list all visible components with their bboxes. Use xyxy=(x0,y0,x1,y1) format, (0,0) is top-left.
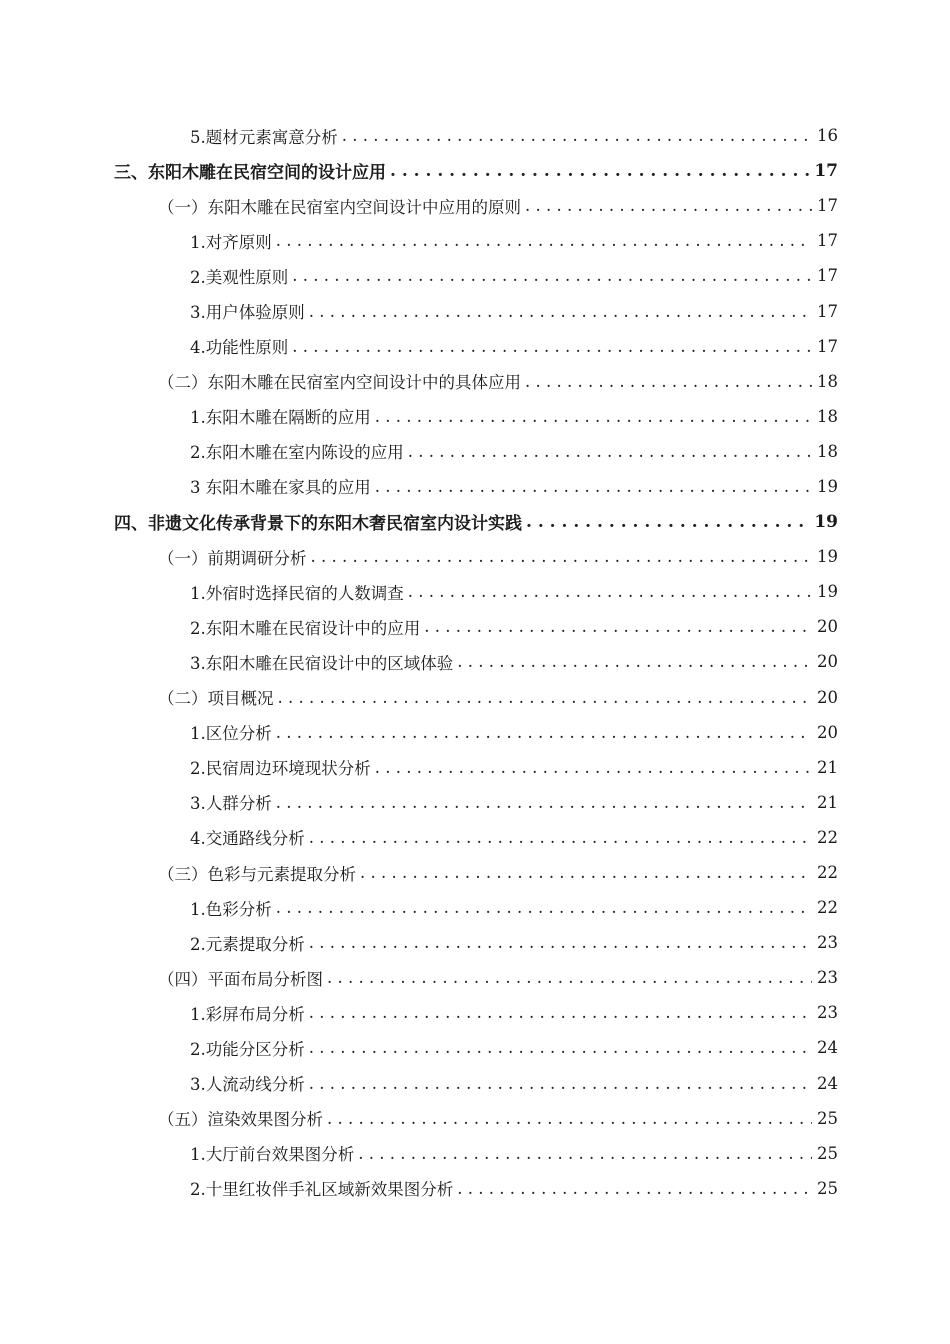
toc-leader-dots xyxy=(525,196,812,215)
toc-entry-title: 3 东阳木雕在家具的应用 xyxy=(190,478,371,498)
toc-chapter xyxy=(0,153,950,188)
toc-leader-dots xyxy=(358,1144,812,1163)
toc-entry-title: 2.功能分区分析 xyxy=(190,1039,305,1059)
toc-subsection xyxy=(0,750,950,785)
toc-subsection xyxy=(0,715,950,750)
toc-entry-title: 1.外宿时选择民宿的人数调查 xyxy=(190,583,404,603)
toc-entry-title: 5.题材元素寓意分析 xyxy=(190,127,338,147)
toc-entry-page: 19 xyxy=(817,582,838,602)
toc-entry-title: 3.东阳木雕在民宿设计中的区域体验 xyxy=(190,653,454,673)
toc-leader-dots xyxy=(292,337,812,356)
toc-entry-page: 19 xyxy=(814,511,838,532)
toc-entry-title: 1.色彩分析 xyxy=(190,899,272,919)
toc-entry-page: 17 xyxy=(817,301,838,321)
toc-leader-dots xyxy=(375,407,812,426)
toc-subsection xyxy=(0,258,950,293)
toc-leader-dots xyxy=(309,302,812,321)
toc-entry-page: 21 xyxy=(817,757,838,777)
toc-subsection xyxy=(0,1136,950,1171)
toc-entry-title: （二）项目概况 xyxy=(158,689,274,709)
toc-entry-page: 17 xyxy=(817,266,838,286)
toc-entry-title: 2.东阳木雕在民宿设计中的应用 xyxy=(190,618,421,638)
toc-leader-dots xyxy=(375,758,812,777)
toc-entry-title: （一）前期调研分析 xyxy=(158,548,307,568)
toc-entry-title: 2.元素提取分析 xyxy=(190,934,305,954)
toc-entry-page: 17 xyxy=(817,336,838,356)
toc-entry-page: 16 xyxy=(817,126,838,146)
toc-entry-title: 2.民宿周边环境现状分析 xyxy=(190,759,371,779)
toc-leader-dots xyxy=(311,547,813,566)
toc-entry-page: 20 xyxy=(817,617,838,637)
toc-entry-title: 4.交通路线分析 xyxy=(190,829,305,849)
toc-subsection xyxy=(0,1030,950,1065)
toc-subsection xyxy=(0,785,950,820)
toc-entry-page: 17 xyxy=(817,231,838,251)
toc-leader-dots xyxy=(309,828,812,847)
toc-leader-dots xyxy=(309,1074,812,1093)
toc-entry-title: 1.对齐原则 xyxy=(190,232,272,252)
toc-entry-title: 2.十里红妆伴手礼区域新效果图分析 xyxy=(190,1180,454,1200)
toc-subsection xyxy=(0,329,950,364)
toc-leader-dots xyxy=(457,1179,812,1198)
toc-subsection xyxy=(0,469,950,504)
toc-entry-title: 三、东阳木雕在民宿空间的设计应用 xyxy=(114,163,386,184)
toc-entry-title: （三）色彩与元素提取分析 xyxy=(158,864,356,884)
toc-subsection xyxy=(0,890,950,925)
toc-leader-dots xyxy=(309,1038,812,1057)
toc-entry-title: 4.功能性原则 xyxy=(190,338,289,358)
toc-leader-dots xyxy=(525,372,812,391)
toc-subsection xyxy=(0,293,950,328)
toc-entry-page: 20 xyxy=(817,722,838,742)
toc-chapter xyxy=(0,504,950,539)
toc-entry-title: 3.用户体验原则 xyxy=(190,303,305,323)
toc-entry-title: （二）东阳木雕在民宿室内空间设计中的具体应用 xyxy=(158,373,521,393)
toc-entry-page: 25 xyxy=(817,1178,838,1198)
toc-entry-title: 四、非遗文化传承背景下的东阳木奢民宿室内设计实践 xyxy=(114,514,522,535)
toc-entry-page: 18 xyxy=(817,371,838,391)
toc-leader-dots xyxy=(360,863,812,882)
toc-leader-dots xyxy=(457,652,812,671)
toc-entry-page: 17 xyxy=(817,196,838,216)
toc-entry-title: 3.人流动线分析 xyxy=(190,1075,305,1095)
toc-entry-title: 1.彩屏布局分析 xyxy=(190,1004,305,1024)
toc-leader-dots xyxy=(276,793,812,812)
toc-entry-page: 24 xyxy=(817,1038,838,1058)
toc-leader-dots xyxy=(327,968,812,987)
toc-entry-page: 25 xyxy=(817,1108,838,1128)
toc-leader-dots xyxy=(309,933,812,952)
toc-leader-dots xyxy=(276,231,812,250)
toc-subsection xyxy=(0,223,950,258)
toc-entry-page: 25 xyxy=(817,1143,838,1163)
toc-entry-page: 19 xyxy=(817,547,838,567)
toc-entry-page: 20 xyxy=(817,687,838,707)
toc-entry-title: 3.人群分析 xyxy=(190,794,272,814)
toc-leader-dots xyxy=(424,617,812,636)
toc-entry-page: 24 xyxy=(817,1073,838,1093)
toc-section xyxy=(0,1101,950,1136)
toc-entry-page: 22 xyxy=(817,827,838,847)
toc-entry-title: （一）东阳木雕在民宿室内空间设计中应用的原则 xyxy=(158,197,521,217)
toc-subsection xyxy=(0,1171,950,1206)
toc-entry-page: 18 xyxy=(817,406,838,426)
toc-section xyxy=(0,539,950,574)
toc-entry-page: 18 xyxy=(817,441,838,461)
toc-subsection xyxy=(0,574,950,609)
toc-leader-dots xyxy=(309,1003,812,1022)
toc-entry-title: 1.大厅前台效果图分析 xyxy=(190,1145,355,1165)
toc-subsection xyxy=(0,995,950,1030)
toc-entry-page: 23 xyxy=(817,968,838,988)
toc-leader-dots xyxy=(408,442,812,461)
toc-subsection xyxy=(0,820,950,855)
toc-section xyxy=(0,960,950,995)
toc-entry-title: （四）平面布局分析图 xyxy=(158,969,323,989)
toc-entry-title: 1.东阳木雕在隔断的应用 xyxy=(190,408,371,428)
toc-leader-dots xyxy=(276,898,812,917)
toc-entry-title: （五）渲染效果图分析 xyxy=(158,1110,323,1130)
toc-leader-dots xyxy=(276,723,812,742)
toc-leader-dots xyxy=(390,161,810,181)
toc-entry-page: 21 xyxy=(817,792,838,812)
toc-leader-dots xyxy=(278,688,813,707)
toc-entry-title: 2.东阳木雕在室内陈设的应用 xyxy=(190,443,404,463)
toc-leader-dots xyxy=(327,1109,812,1128)
toc-subsection xyxy=(0,609,950,644)
toc-entry-page: 20 xyxy=(817,652,838,672)
toc-entry-title: 1.区位分析 xyxy=(190,724,272,744)
toc-entry-page: 23 xyxy=(817,933,838,953)
toc-subsection xyxy=(0,434,950,469)
toc-leader-dots xyxy=(342,126,812,145)
toc-leader-dots xyxy=(375,477,812,496)
toc-subsection xyxy=(0,399,950,434)
toc-entry-page: 23 xyxy=(817,1003,838,1023)
toc-section xyxy=(0,680,950,715)
toc-entry-page: 19 xyxy=(817,476,838,496)
toc-entry-page: 22 xyxy=(817,863,838,883)
toc-section xyxy=(0,855,950,890)
toc-leader-dots xyxy=(292,266,812,285)
toc-entry-page: 17 xyxy=(814,160,838,181)
toc-leader-dots xyxy=(408,582,812,601)
toc-subsection xyxy=(0,644,950,679)
toc-entry-page: 22 xyxy=(817,898,838,918)
toc-entry-title: 2.美观性原则 xyxy=(190,267,289,287)
toc-leader-dots xyxy=(526,512,810,532)
toc-subsection xyxy=(0,118,950,153)
toc-section xyxy=(0,364,950,399)
toc-subsection xyxy=(0,1066,950,1101)
toc-section xyxy=(0,188,950,223)
toc-subsection xyxy=(0,925,950,960)
table-of-contents xyxy=(0,118,950,1206)
